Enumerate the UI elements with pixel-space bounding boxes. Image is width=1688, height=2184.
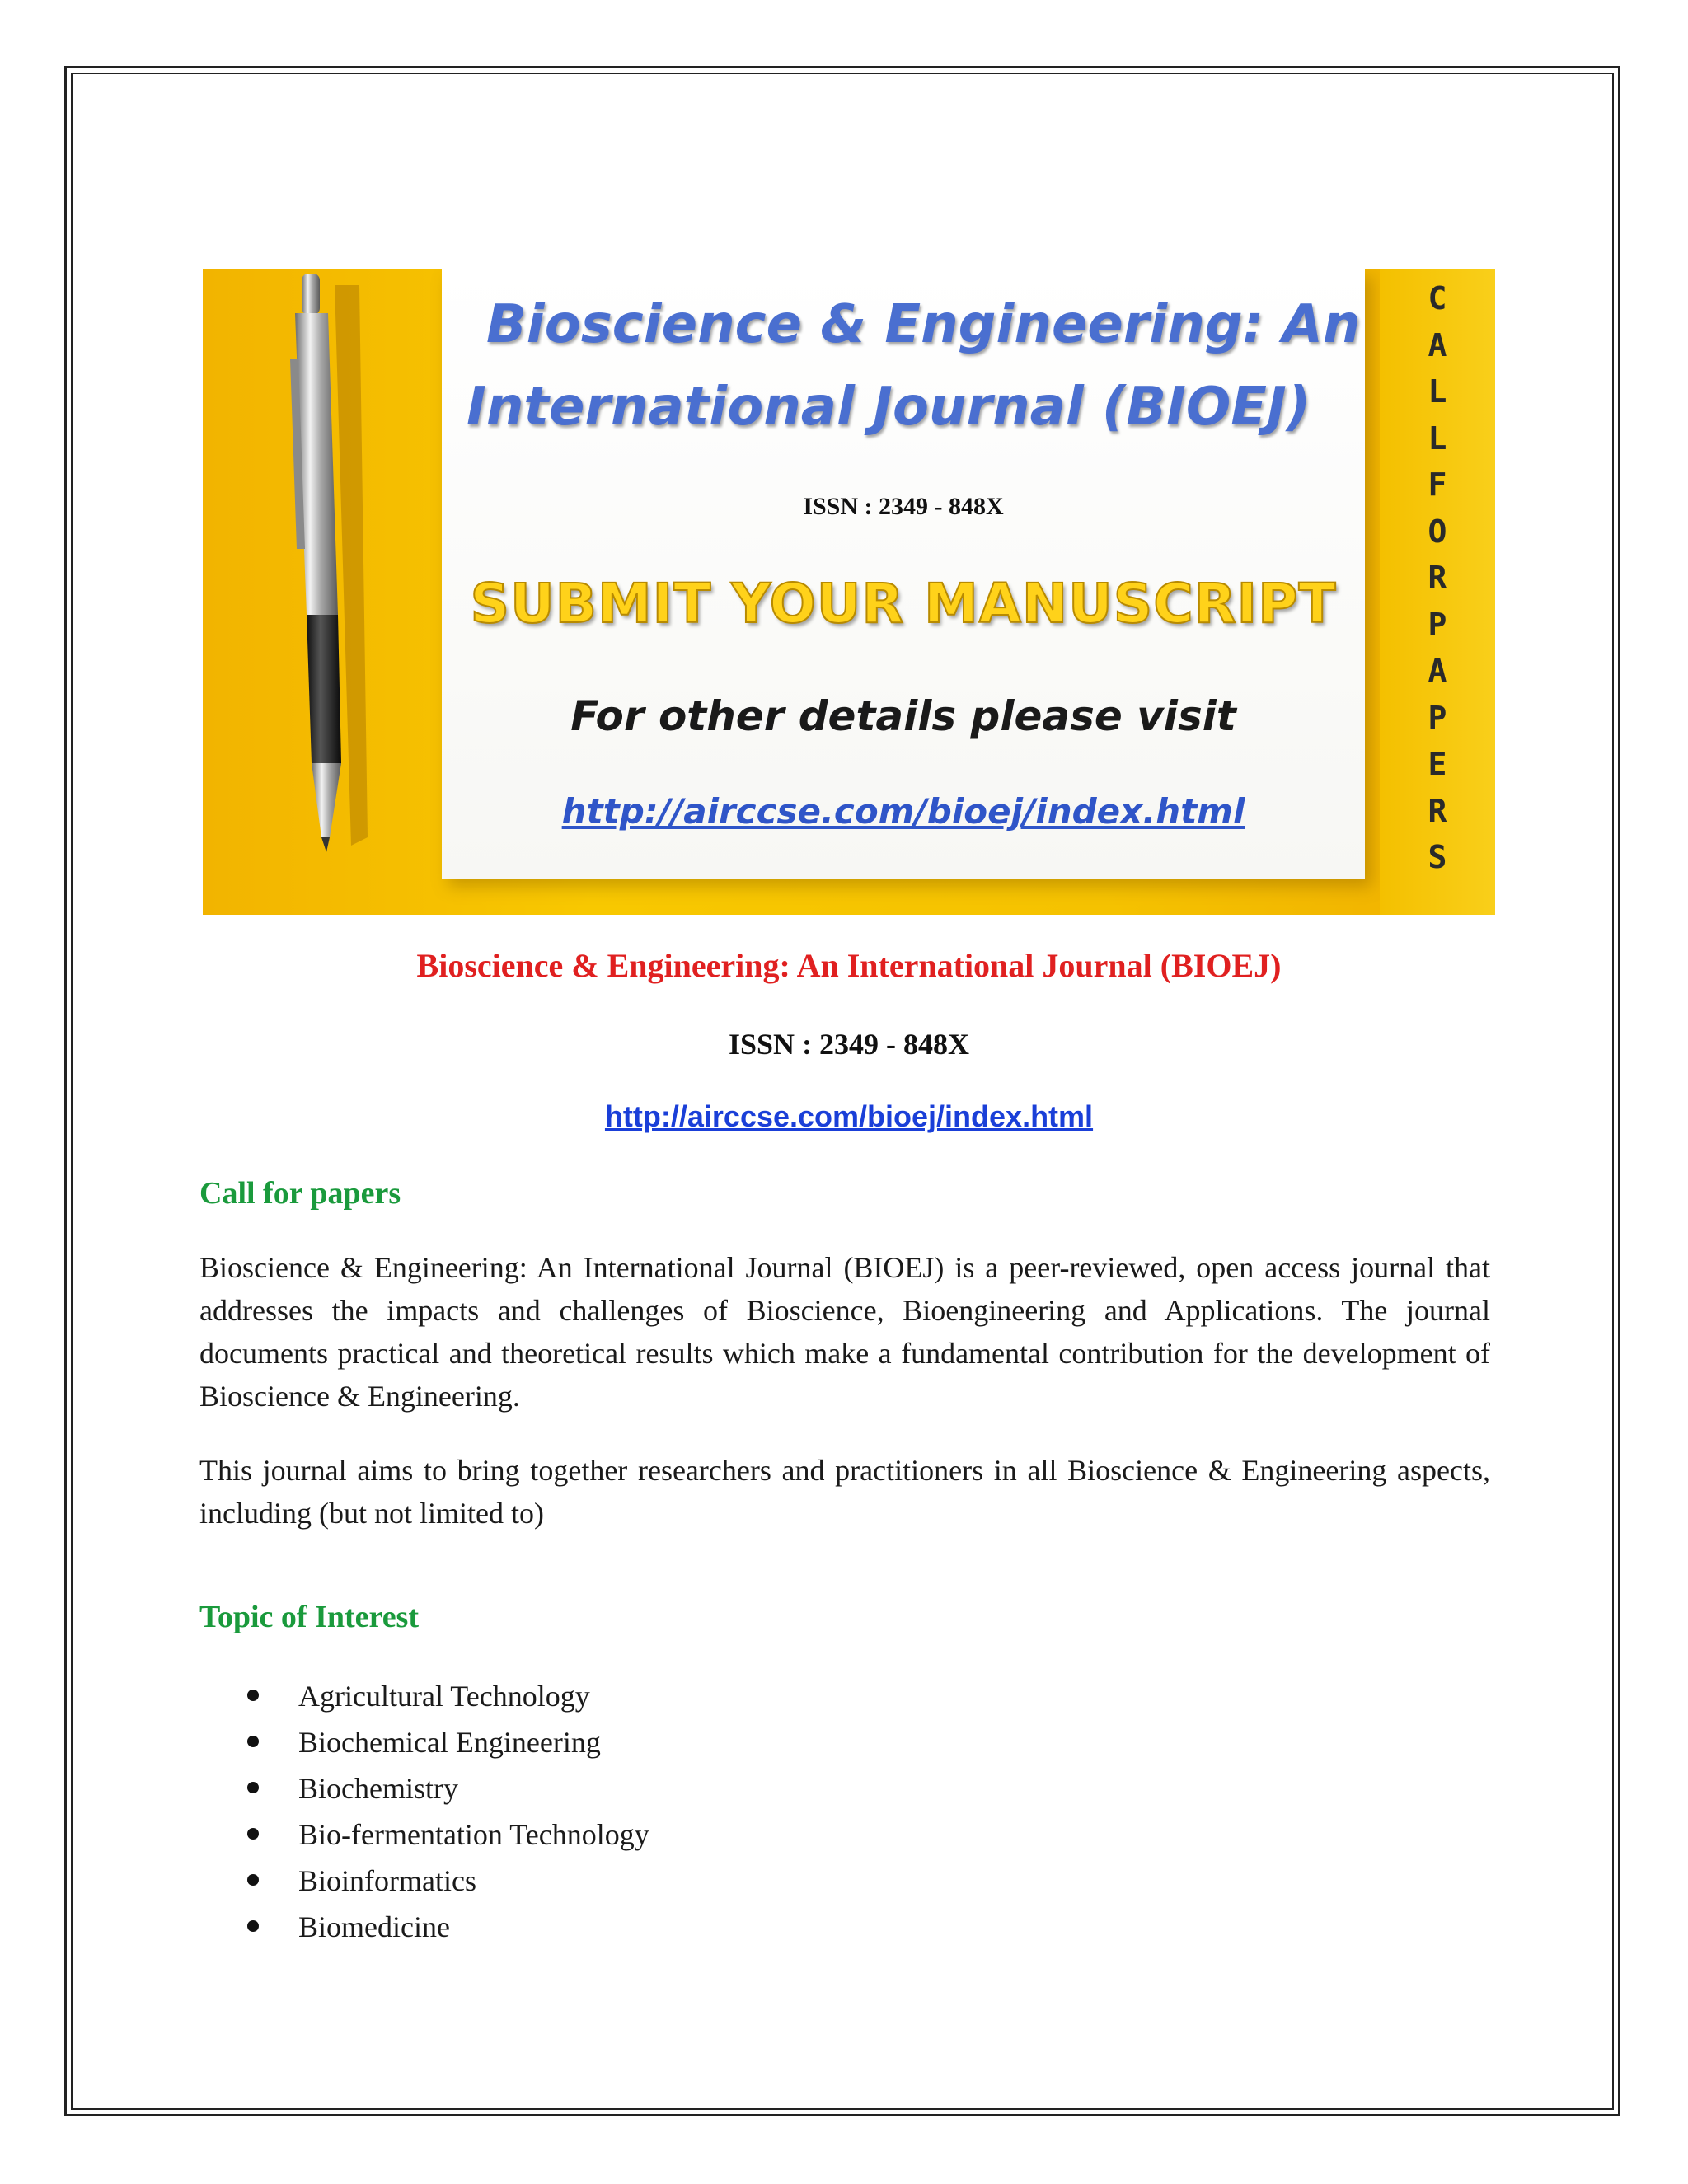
call-for-papers-vertical-text bbox=[1380, 275, 1495, 881]
topics-heading: Topic of Interest bbox=[199, 1600, 419, 1634]
bullet-icon bbox=[247, 1828, 259, 1840]
description-paragraph: Bioscience & Engineering: An International Journal (BIOEJ) is a peer-reviewed, open access journal that addresses the impacts and challenges of Bioscience, Bioengineering and Applications. The journal documents practical and theoretical results which make a fundamental contribution for the development of Bioscience & Engineering. bbox=[199, 1251, 1490, 1413]
banner-submit-text: SUBMIT YOUR MANUSCRIPT bbox=[470, 572, 1337, 635]
issn: ISSN : 2349 - 848X bbox=[728, 1028, 970, 1061]
banner-title-line-2: International Journal (BIOEJ) bbox=[467, 377, 1311, 438]
banner-issn: ISSN : 2349 - 848X bbox=[803, 493, 1004, 520]
journal-url-link[interactable]: http://airccse.com/bioej/index.html bbox=[604, 1099, 1094, 1133]
topic-label: Bio-fermentation Technology bbox=[298, 1818, 649, 1851]
side-letter: A bbox=[1428, 326, 1447, 363]
topic-label: Biomedicine bbox=[298, 1910, 450, 1943]
side-letter: L bbox=[1428, 373, 1447, 410]
topic-label: Biochemistry bbox=[298, 1772, 458, 1805]
banner-title bbox=[467, 284, 1373, 448]
side-letter: O bbox=[1428, 513, 1447, 550]
aims-paragraph: This journal aims to bring together researchers and practitioners in all Bioscience & Engineering aspects, including (but not limited to) bbox=[199, 1454, 1490, 1530]
list-item bbox=[247, 1673, 649, 1719]
side-letter: P bbox=[1428, 606, 1447, 643]
side-letter: P bbox=[1428, 699, 1447, 736]
topic-label: Bioinformatics bbox=[298, 1864, 476, 1897]
list-item bbox=[247, 1765, 649, 1811]
topics-list bbox=[247, 1673, 649, 1950]
banner-side-strip bbox=[1380, 269, 1495, 915]
bullet-icon bbox=[247, 1736, 259, 1747]
side-letter: R bbox=[1428, 792, 1447, 829]
side-letter: E bbox=[1428, 746, 1447, 782]
topic-label: Biochemical Engineering bbox=[298, 1726, 601, 1759]
banner-details-text: For other details please visit bbox=[570, 692, 1236, 740]
bullet-icon bbox=[247, 1920, 259, 1932]
list-item bbox=[247, 1719, 649, 1765]
bullet-icon bbox=[247, 1782, 259, 1793]
side-letter: R bbox=[1428, 560, 1447, 596]
call-for-papers-heading: Call for papers bbox=[199, 1176, 401, 1211]
bullet-icon bbox=[247, 1690, 259, 1701]
list-item bbox=[247, 1858, 649, 1904]
call-for-papers-banner bbox=[203, 269, 1495, 915]
list-item bbox=[247, 1904, 649, 1950]
banner-title-line-1: Bioscience & Engineering: An bbox=[486, 294, 1361, 355]
side-letter: F bbox=[1428, 466, 1447, 503]
side-letter: C bbox=[1428, 280, 1447, 316]
topic-label: Agricultural Technology bbox=[298, 1680, 590, 1713]
pen-image bbox=[236, 269, 401, 915]
side-letter: L bbox=[1428, 419, 1447, 457]
journal-title: Bioscience & Engineering: An International Journal (BIOEJ) bbox=[416, 947, 1282, 984]
side-letter: S bbox=[1428, 839, 1447, 875]
bullet-icon bbox=[247, 1874, 259, 1886]
journal-url-line bbox=[203, 1099, 1495, 1134]
side-letter: A bbox=[1428, 653, 1447, 689]
banner-url: http://airccse.com/bioej/index.html bbox=[561, 791, 1245, 832]
list-item bbox=[247, 1811, 649, 1858]
